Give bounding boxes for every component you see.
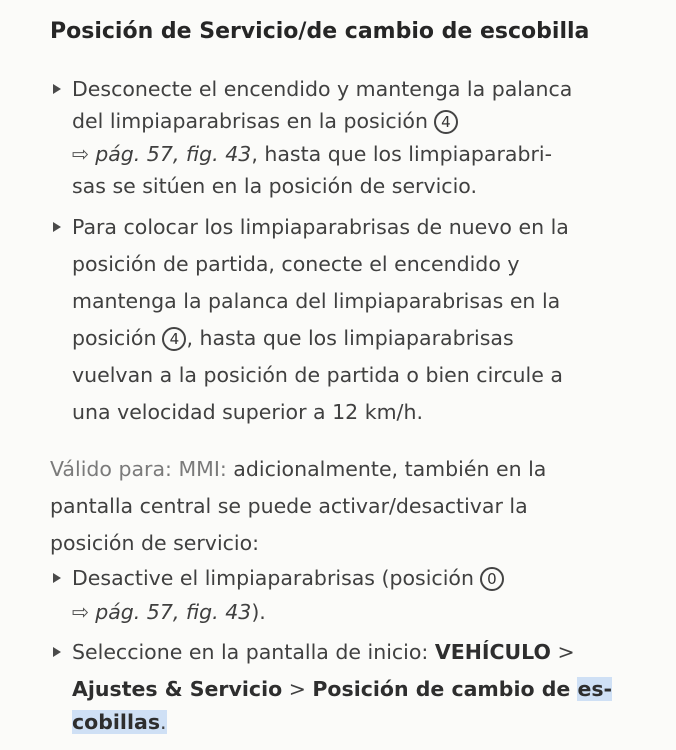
validity-line-1	[50, 451, 546, 487]
menu-vehicle: VEHÍCULO	[434, 640, 551, 664]
step-2-line-1: Para colocar los limpiaparabrisas de nuevo en la	[72, 215, 569, 239]
step-1-line-3-text: , hasta que los limpiaparabri-	[251, 142, 552, 166]
step-1-line-4: sas se sitúen en la posición de servicio.	[72, 174, 477, 198]
step-1-line-2	[72, 103, 458, 139]
step-4-line-2	[72, 671, 612, 707]
menu-settings-service: Ajustes & Servicio	[72, 677, 283, 701]
step-3-line-2	[72, 594, 266, 630]
validity-line-1-text: adicionalmente, también en la	[226, 457, 547, 481]
menu-separator: >	[282, 677, 313, 701]
section-title: Posición de Servicio/de cambio de escobilla	[50, 19, 590, 44]
step-3-line-1-text: Desactive el limpiaparabrisas (posición	[72, 566, 474, 590]
validity-line-3: posición de servicio:	[50, 531, 260, 555]
position-4-icon: 4	[434, 110, 458, 134]
position-0-icon: 0	[480, 567, 504, 591]
step-1-line-2-text: del limpiaparabrisas en la posición	[72, 109, 428, 133]
bullet-icon	[53, 573, 61, 583]
page-reference-link[interactable]: pág. 57, fig. 43	[95, 142, 252, 166]
step-2-line-6: una velocidad superior a 12 km/h.	[72, 400, 423, 424]
step-1-line-1: Desconecte el encendido y mantenga la palanca	[72, 77, 573, 101]
menu-separator: >	[550, 640, 575, 664]
validity-prefix: Válido para: MMI:	[50, 457, 227, 481]
position-4-icon: 4	[162, 327, 186, 351]
menu-wiper-position: Posición de cambio de	[312, 677, 578, 701]
step-4-line-3	[72, 704, 167, 740]
step-4-line-3-end: .	[160, 710, 167, 734]
step-2-line-5: vuelvan a la posición de partida o bien circule a	[72, 363, 563, 387]
bullet-icon	[53, 84, 61, 94]
page-reference-link[interactable]: pág. 57, fig. 43	[95, 600, 252, 624]
step-3-line-2-end: ).	[251, 600, 266, 624]
reference-arrow-icon: ⇨	[72, 600, 90, 624]
validity-line-2: pantalla central se puede activar/desactivar la	[50, 494, 528, 518]
highlighted-text: cobillas	[72, 710, 161, 734]
step-2-line-2: posición de partida, conecte el encendido y	[72, 252, 520, 276]
step-2-line-3: mantenga la palanca del limpiaparabrisas en la	[72, 289, 561, 313]
reference-arrow-icon: ⇨	[72, 142, 90, 166]
highlighted-text: es-	[577, 677, 613, 701]
bullet-icon	[53, 222, 61, 232]
step-2-line-4	[72, 320, 514, 356]
step-2-line-4-text: posición	[72, 326, 157, 350]
step-4-line-1-text: Seleccione en la pantalla de inicio:	[72, 640, 435, 664]
step-3-line-1	[72, 560, 504, 596]
step-2-line-4-rest: , hasta que los limpiaparabrisas	[186, 326, 514, 350]
step-1-line-3	[72, 136, 552, 172]
step-4-line-1	[72, 634, 575, 670]
bullet-icon	[53, 647, 61, 657]
